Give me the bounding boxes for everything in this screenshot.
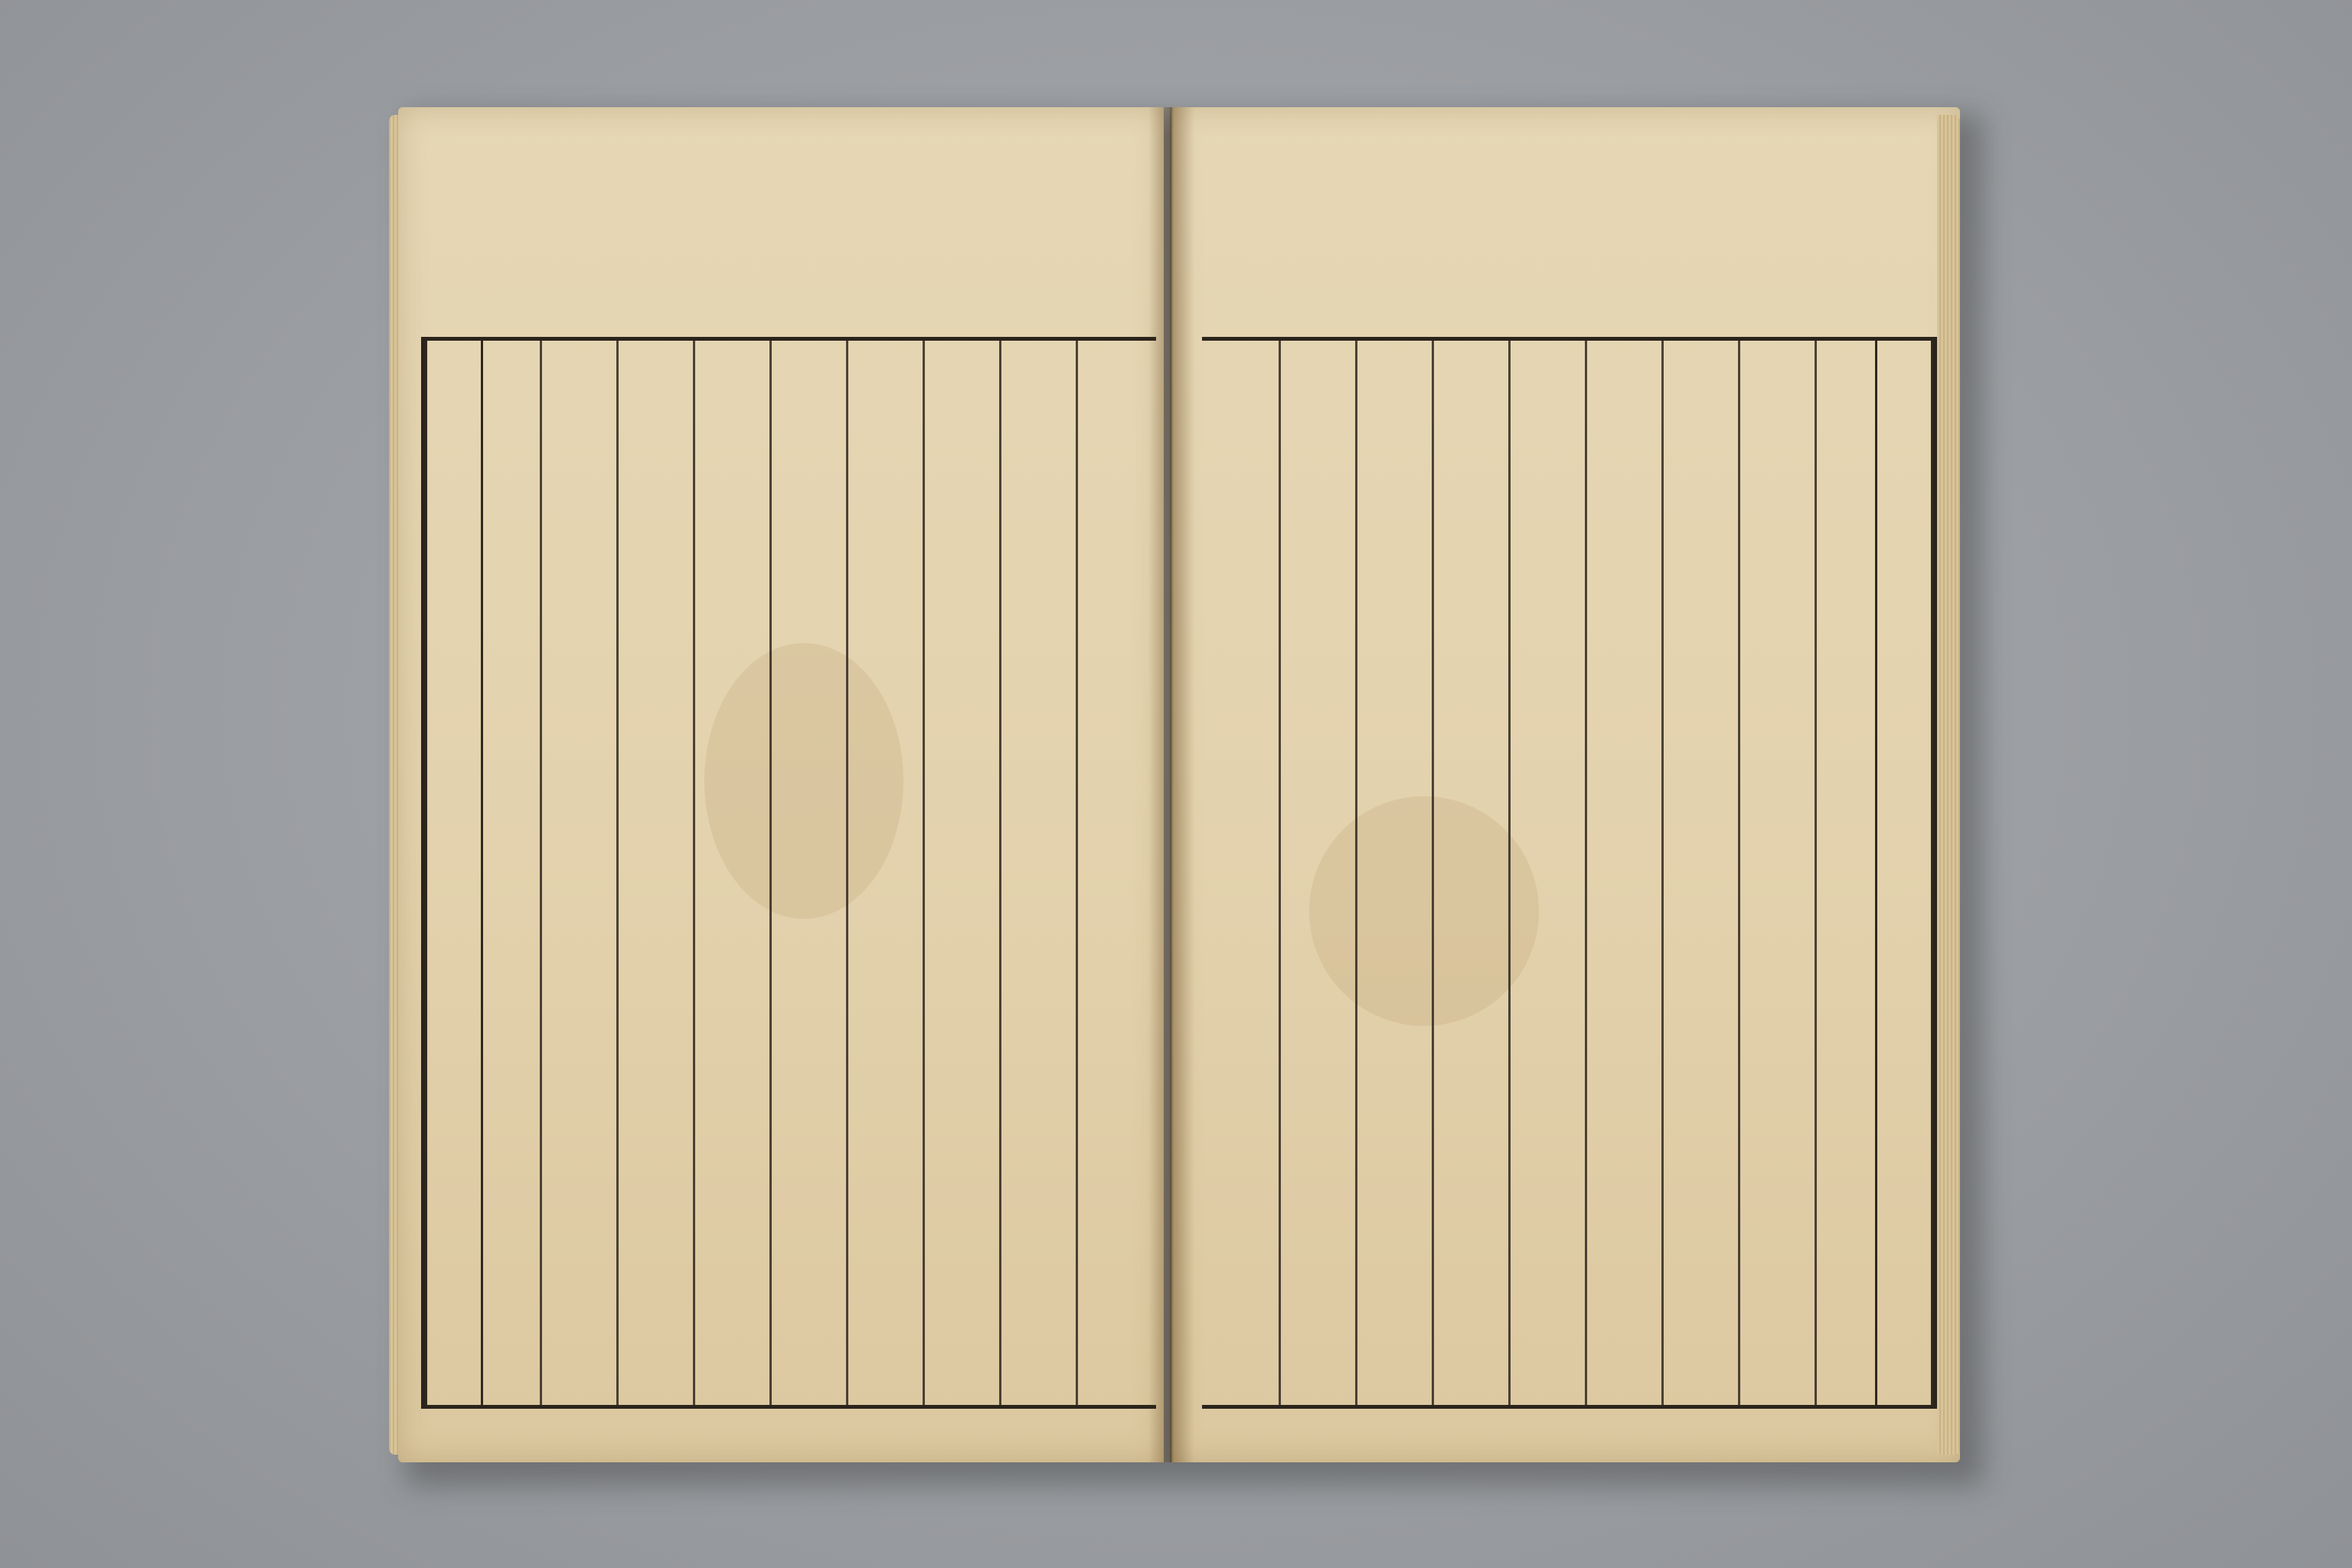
book-gutter	[1148, 107, 1194, 1462]
column-rule	[923, 341, 925, 1405]
column-rule	[1279, 341, 1281, 1405]
column-rule	[616, 341, 619, 1405]
column-rule	[540, 341, 542, 1405]
column-rule	[1738, 341, 1740, 1405]
right-main-text-frame	[1202, 337, 1937, 1409]
column-rule	[846, 341, 848, 1405]
right-page	[1171, 107, 1960, 1462]
left-margin-title	[432, 364, 475, 1382]
right-page-edges	[1937, 115, 1960, 1455]
column-rule	[1432, 341, 1434, 1405]
column-rule	[1815, 341, 1817, 1405]
column-rule	[1661, 341, 1664, 1405]
column-rule	[769, 341, 772, 1405]
column-rule	[1508, 341, 1511, 1405]
right-margin-block	[1875, 341, 1933, 1405]
column-rule	[1076, 341, 1078, 1405]
right-margin-title	[1882, 364, 1925, 1382]
left-page	[398, 107, 1164, 1462]
column-rule	[999, 341, 1001, 1405]
column-rule	[1585, 341, 1587, 1405]
column-rule	[693, 341, 695, 1405]
left-main-text-frame	[421, 337, 1156, 1409]
column-rule	[1355, 341, 1357, 1405]
left-margin-block	[425, 341, 483, 1405]
